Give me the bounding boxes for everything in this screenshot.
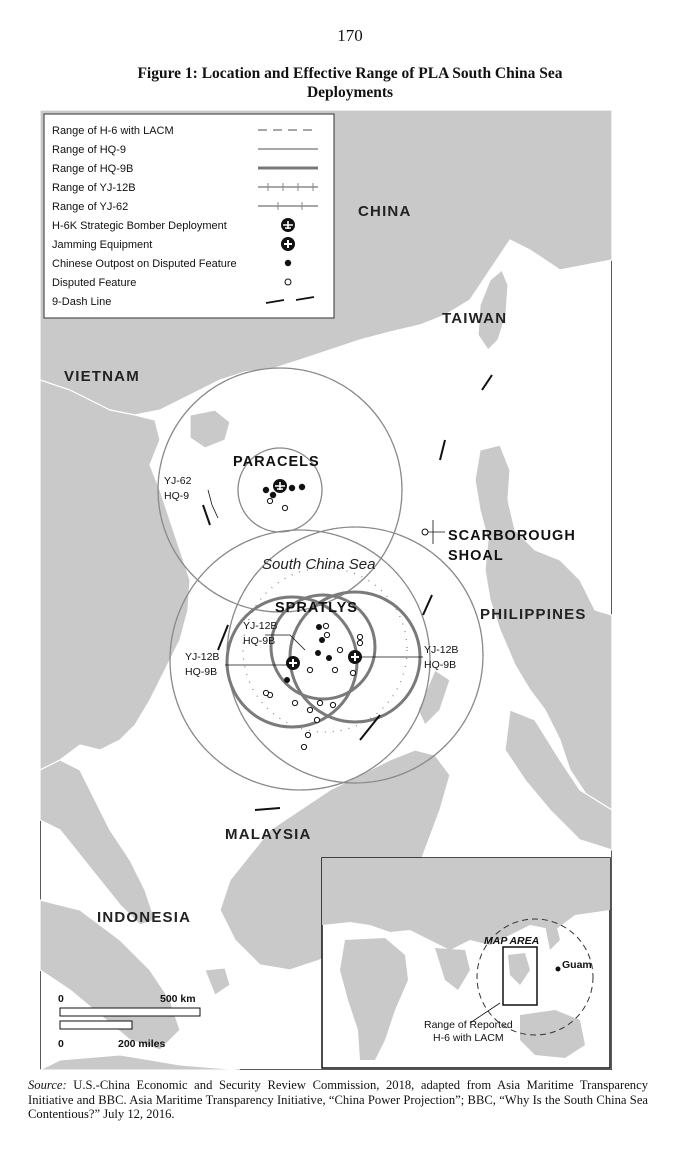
disputed-marker xyxy=(350,670,355,675)
legend-label-hq9: Range of HQ-9 xyxy=(52,144,126,156)
figure-title-line2: Deployments xyxy=(306,84,394,101)
disputed-marker xyxy=(332,667,337,672)
source-note xyxy=(28,1078,648,1122)
inset-range-label-2: H-6 with LACM xyxy=(433,1032,504,1044)
label-hq9b-left: HQ-9B xyxy=(185,666,218,678)
disputed-marker xyxy=(324,632,329,637)
disputed-marker xyxy=(282,505,287,510)
jamming-marker xyxy=(348,650,362,664)
legend-disputed-icon xyxy=(285,279,291,285)
label-scarborough-1: SCARBOROUGH xyxy=(448,528,576,544)
outpost-marker xyxy=(326,655,332,661)
legend-label-hq9b: Range of HQ-9B xyxy=(52,163,134,175)
label-yj12b-inner: YJ-12B xyxy=(243,620,278,632)
label-south-china-sea: South China Sea xyxy=(262,556,376,573)
inset-map xyxy=(322,858,610,1068)
disputed-marker xyxy=(357,634,362,639)
legend-label-h6: Range of H-6 with LACM xyxy=(52,125,174,137)
label-yj12b-left: YJ-12B xyxy=(185,651,220,663)
outpost-marker xyxy=(315,650,321,656)
outpost-marker xyxy=(289,485,295,491)
label-china: CHINA xyxy=(358,203,412,220)
label-spratlys: SPRATLYS xyxy=(275,600,358,616)
legend-label-yj62: Range of YJ-62 xyxy=(52,201,129,213)
label-vietnam: VIETNAM xyxy=(64,368,140,385)
figure-title xyxy=(40,64,660,102)
jamming-marker xyxy=(286,656,300,670)
outpost-marker xyxy=(299,484,305,490)
label-taiwan: TAIWAN xyxy=(442,310,508,327)
outpost-marker xyxy=(284,677,290,683)
legend-label-yj12b: Range of YJ-12B xyxy=(52,182,136,194)
page-number: 170 xyxy=(337,26,363,45)
label-malaysia: MALAYSIA xyxy=(225,826,312,843)
disputed-marker xyxy=(307,707,312,712)
inset-range-label-1: Range of Reported xyxy=(424,1019,513,1031)
label-yj62-callout: YJ-62 xyxy=(164,475,192,487)
label-indonesia: INDONESIA xyxy=(97,909,192,926)
disputed-marker xyxy=(292,700,297,705)
disputed-marker xyxy=(301,744,306,749)
scale-km-bar xyxy=(60,1008,200,1016)
label-hq9b-inner: HQ-9B xyxy=(243,635,276,647)
legend-label-bomber: H-6K Strategic Bomber Deployment xyxy=(52,220,227,232)
map-frame xyxy=(40,110,612,1070)
figure-title-line1: Figure 1: Location and Effective Range of PLA South China Sea xyxy=(137,65,563,82)
legend-label-disputed: Disputed Feature xyxy=(52,277,137,289)
disputed-marker xyxy=(305,732,310,737)
scale-km-label: 500 km xyxy=(160,993,196,1005)
source-label: Source: xyxy=(28,1078,67,1092)
disputed-marker xyxy=(307,667,312,672)
inset-map-area-label: MAP AREA xyxy=(484,935,540,947)
scale-zero-km: 0 xyxy=(58,993,64,1005)
disputed-marker xyxy=(330,702,335,707)
inset-guam-label: Guam xyxy=(562,959,592,971)
label-hq9b-right: HQ-9B xyxy=(424,659,457,671)
legend xyxy=(44,114,334,318)
legend-label-jamming: Jamming Equipment xyxy=(52,239,153,251)
label-paracels: PARACELS xyxy=(233,454,320,470)
legend-bomber-icon xyxy=(281,218,295,232)
disputed-marker xyxy=(317,700,322,705)
disputed-marker xyxy=(422,529,428,535)
outpost-marker xyxy=(316,624,322,630)
legend-jamming-icon xyxy=(281,237,295,251)
scale-miles-bar xyxy=(60,1021,132,1029)
disputed-marker xyxy=(267,498,272,503)
legend-label-outpost: Chinese Outpost on Disputed Feature xyxy=(52,258,237,270)
label-scarborough-2: SHOAL xyxy=(448,548,504,564)
legend-label-ninedash: 9-Dash Line xyxy=(52,296,112,308)
label-hq9-callout: HQ-9 xyxy=(164,490,190,502)
outpost-marker xyxy=(270,492,276,498)
outpost-marker xyxy=(263,487,269,493)
bomber-marker xyxy=(273,479,287,493)
label-philippines: PHILIPPINES xyxy=(480,606,587,623)
disputed-marker xyxy=(323,623,328,628)
legend-outpost-icon xyxy=(285,260,291,266)
disputed-marker xyxy=(337,647,342,652)
guam-marker xyxy=(556,967,561,972)
outpost-marker xyxy=(319,637,325,643)
disputed-marker xyxy=(357,640,362,645)
disputed-marker xyxy=(263,690,268,695)
disputed-marker xyxy=(314,717,319,722)
label-yj12b-right: YJ-12B xyxy=(424,644,459,656)
scale-zero-miles: 0 xyxy=(58,1038,64,1050)
scale-miles-label: 200 miles xyxy=(118,1038,166,1050)
source-text: U.S.-China Economic and Security Review Commission, 2018, adapted from Asia Maritime Transparency Initiative and BBC. Asia Maritime Transparency Initiative, “China Power Projection”; BBC, “Why Is the South China Sea Contentious?” July 12, 2016. xyxy=(28,1078,648,1121)
